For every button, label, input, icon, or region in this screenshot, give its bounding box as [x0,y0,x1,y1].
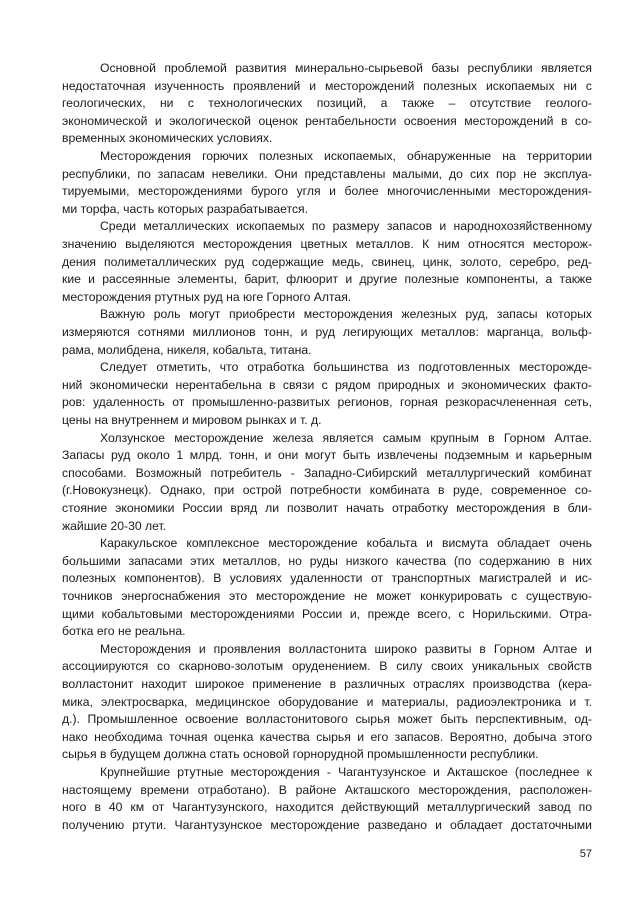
page-number: 57 [579,848,592,860]
text-line: дения полиметаллических руд содержащие медь, свинец, цинк, золото, серебро, ред- [62,254,592,269]
text-line: Следует отметить, что отработка большинства из подготовленных месторожде- [100,360,592,375]
text-line: Крупнейшие ртутные месторождения - Чагантузунское и Акташское (последнее к [100,765,592,779]
text-line: д.). Промышленное освоение волластонитового сырья может быть перспективным, од- [62,712,592,727]
text-line: Важную роль могут приобрести месторождения железных руд, запасы которых [100,307,592,322]
text-line: временных экономических условиях. [62,131,273,146]
text-line: мика, электросварка, медицинское оборудование и материалы, радиоэлектроника и т. [62,694,592,709]
text-line: Месторождения и проявления волластонита широко развиты в Горном Алтае и [100,641,592,656]
text-line: получению ртути. Чагантузунское месторождение разведано и обладает достаточными [62,817,592,832]
text-line: экономической и экологической оценок рентабельности освоения месторождений в со- [62,113,592,128]
text-line: (г.Новокузнецк). Однако, при острой потребности комбината в руде, современное со- [62,483,592,498]
text-line: способами. Возможный потребитель - Западно-Сибирский металлургический комбинат [62,465,592,480]
text-line: Запасы руд около 1 млрд. тонн, и они могут быть извлечены подземным и карьерным [62,448,592,463]
text-line: большими запасами этих металлов, но руды низкого качества (по содержанию в них [62,553,592,568]
text-line: Каракульское комплексное месторождение кобальта и висмута обладает очень [100,536,592,551]
text-line: ботка его не реальна. [62,624,186,639]
text-line: жайшие 20-30 лет. [62,518,167,533]
text-line: недостаточная изученность проявлений и месторождений полезных ископаемых ни с [62,78,592,93]
text-line: ми торфа, часть которых разрабатывается. [62,201,309,216]
text-line: нако необходима точная оценка качества сырья и его запасов. Вероятно, добыча этого [62,729,592,744]
text-line: ассоциируются со скарново-золотым оруденением. В силу своих уникальных свойств [62,659,592,674]
text-line: стояние экономики России вряд ли позволит начать отработку месторождения в бли- [62,501,592,515]
text-line: настоящему времени отработано). В районе Акташского месторождения, расположен- [62,782,592,797]
text-line: Основной проблемой развития минерально-сырьевой базы республики является [100,61,592,75]
text-line: ров: удаленность от промышленно-развитых регионов, горная резкорасчлененная сеть, [62,395,592,410]
text-line: значению выделяются месторождения цветных металлов. К ним относятся месторож- [62,237,592,251]
text-line: полезных компонентов). В условиях удаленности от транспортных магистралей и ис- [62,571,592,586]
text-line: точников энергоснабжения это месторождение не может конкурировать с существую- [62,589,592,603]
text-line: Месторождения горючих полезных ископаемых, обнаруженные на территории [100,149,592,163]
text-line: республики, по запасам невелики. Они представлены малыми, до сих пор не эксплуа- [62,166,592,181]
text-line: измеряются сотнями миллионов тонн, и руд легирующих металлов: марганца, вольф- [62,325,592,339]
text-line: сырья в будущем должна стать основой горнорудной промышленности республики. [62,747,539,762]
text-line: тируемыми, месторождениями бурого угля и более многочисленными месторождения- [62,184,592,199]
text-line: месторождения ртутных руд на юге Горного Алтая. [62,289,352,304]
text-line: ний экономически нерентабельна в связи с рядом природных и экономических факто- [62,377,592,392]
text-line: Холзунское месторождение железа является самым крупным в Горном Алтае. [100,430,592,445]
text-line: щими кобальтовыми месторождениями России и, прежде всего, с Норильскими. Отра- [62,606,592,621]
text-line: ного в 40 км от Чагантузунского, находится действующий металлургический завод по [62,800,592,815]
text-line: волластонит находит широкое применение в различных отраслях производства (кера- [62,677,592,691]
text-line: Среди металлических ископаемых по размеру запасов и народнохозяйственному [100,219,592,234]
text-line: кие и рассеянные элементы, барит, флюорит и другие полезные компоненты, а также [62,272,592,287]
text-line: цены на внутреннем и мировом рынках и т. д. [62,413,322,427]
text-line: геологических, ни с технологических позиций, а также – отсутствие геолого- [62,96,592,111]
text-line: рама, молибдена, никеля, кобальта, титана. [62,342,312,357]
